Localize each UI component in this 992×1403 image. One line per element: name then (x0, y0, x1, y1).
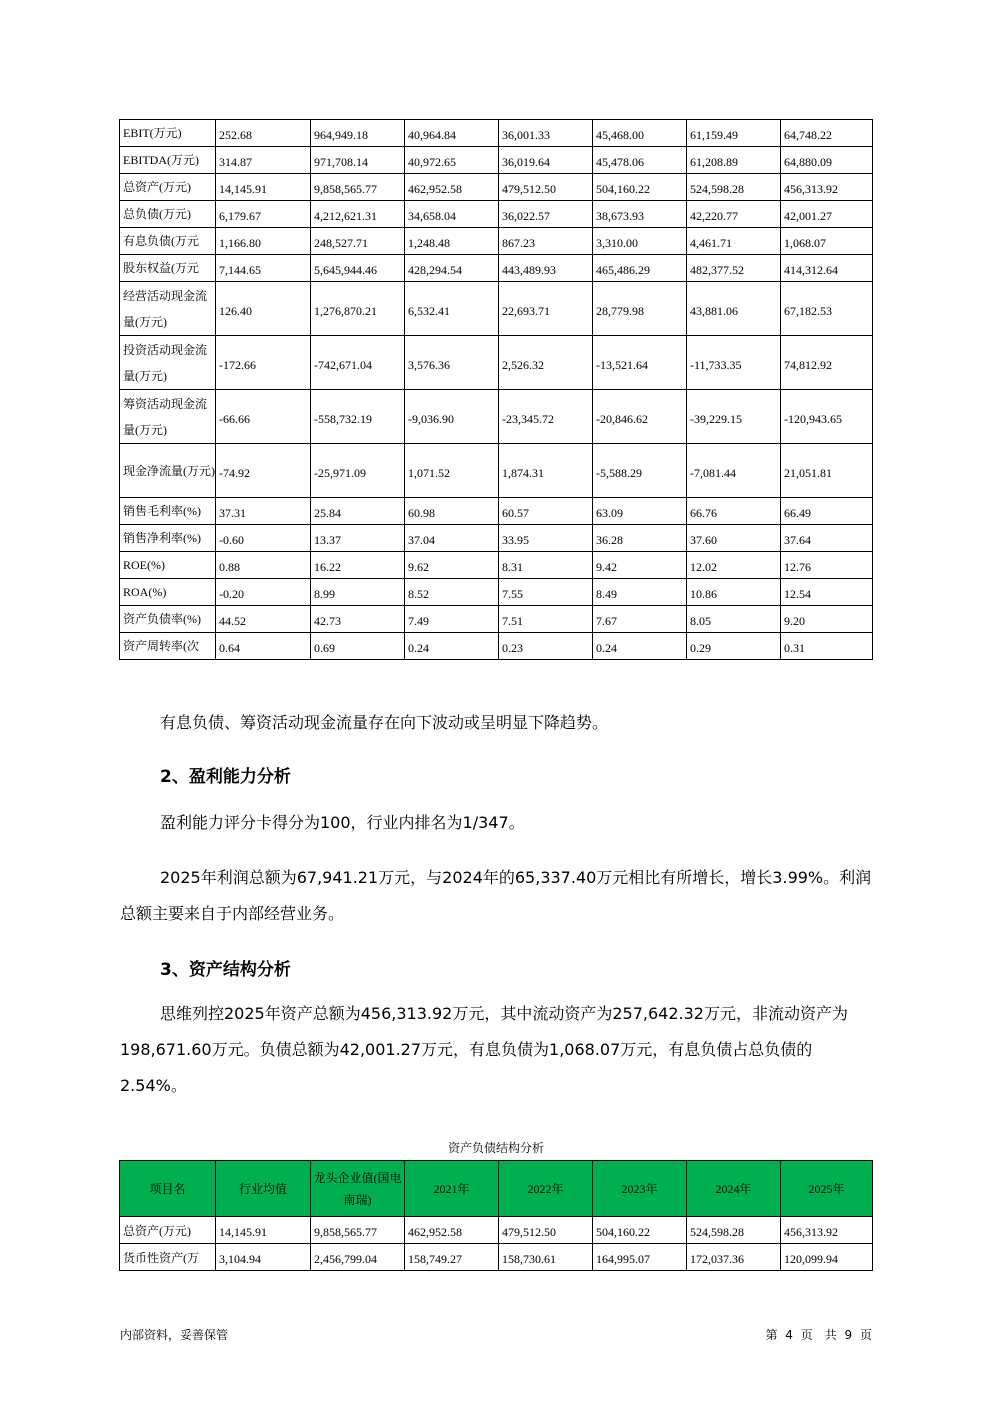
row-label: 销售毛利率(%) (120, 498, 216, 525)
table-cell: 9.62 (405, 552, 499, 579)
table-cell: 14,145.91 (216, 174, 311, 201)
row-label: 有息负债(万元 (120, 228, 216, 255)
column-header: 行业均值 (216, 1161, 311, 1217)
row-label: 股东权益(万元 (120, 255, 216, 282)
row-label: 总资产(万元) (120, 1217, 216, 1244)
table-cell: 1,276,870.21 (311, 282, 405, 336)
profitability-score-paragraph: 盈利能力评分卡得分为100，行业内排名为1/347。 (160, 813, 525, 832)
table-cell: 42,001.27 (781, 201, 873, 228)
table-cell: 66.76 (687, 498, 781, 525)
table-cell: 0.31 (781, 633, 873, 660)
table-cell: 36,022.57 (499, 201, 593, 228)
table-cell: 462,952.58 (405, 174, 499, 201)
table-cell: 37.04 (405, 525, 499, 552)
table-cell: 9.42 (593, 552, 687, 579)
table-cell: 1,068.07 (781, 228, 873, 255)
table-cell: -9,036.90 (405, 390, 499, 444)
table-cell: 1,166.80 (216, 228, 311, 255)
table-cell: 120,099.94 (781, 1244, 873, 1271)
table-cell: -23,345.72 (499, 390, 593, 444)
table-cell: 61,208.89 (687, 147, 781, 174)
table-cell: 25.84 (311, 498, 405, 525)
table-cell: 3,104.94 (216, 1244, 311, 1271)
table-cell: 33.95 (499, 525, 593, 552)
table-cell: 504,160.22 (593, 174, 687, 201)
table-cell: 13.37 (311, 525, 405, 552)
table-cell: 6,179.67 (216, 201, 311, 228)
table-cell: 37.31 (216, 498, 311, 525)
table-cell: 4,212,621.31 (311, 201, 405, 228)
table-cell: 0.24 (405, 633, 499, 660)
table-cell: 9,858,565.77 (311, 174, 405, 201)
financial-metrics-table (119, 119, 873, 660)
table-cell: 37.60 (687, 525, 781, 552)
table-cell: 42.73 (311, 606, 405, 633)
table-cell: -13,521.64 (593, 336, 687, 390)
table-row (120, 228, 873, 255)
table-cell: 60.57 (499, 498, 593, 525)
table-cell: 45,478.06 (593, 147, 687, 174)
table-cell: 7.55 (499, 579, 593, 606)
table-cell: 314.87 (216, 147, 311, 174)
table-row (120, 174, 873, 201)
table-cell: -742,671.04 (311, 336, 405, 390)
table-cell: 8.49 (593, 579, 687, 606)
table-cell: 0.29 (687, 633, 781, 660)
table-cell: 456,313.92 (781, 174, 873, 201)
table-cell: 964,949.18 (311, 120, 405, 147)
table-row (120, 120, 873, 147)
table-cell: 12.02 (687, 552, 781, 579)
table-cell: 158,730.61 (499, 1244, 593, 1271)
row-label: EBIT(万元) (120, 120, 216, 147)
table-cell: -120,943.65 (781, 390, 873, 444)
table-cell: 64,748.22 (781, 120, 873, 147)
profit-total-paragraph: 2025年利润总额为67,941.21万元，与2024年的65,337.40万元相比有所增长，增长3.99%。利润总额主要来自于内部经营业务。 (120, 868, 872, 923)
table-cell: -558,732.19 (311, 390, 405, 444)
table-row (120, 1217, 873, 1244)
table-cell: 7,144.65 (216, 255, 311, 282)
table-cell: 67,182.53 (781, 282, 873, 336)
column-header: 龙头企业值(国电南瑞) (311, 1161, 405, 1217)
table-cell: 36,001.33 (499, 120, 593, 147)
table-row (120, 1244, 873, 1271)
table-cell: 0.23 (499, 633, 593, 660)
table-cell: -39,229.15 (687, 390, 781, 444)
table-cell: 9,858,565.77 (311, 1217, 405, 1244)
table-cell: 248,527.71 (311, 228, 405, 255)
column-header: 2023年 (593, 1161, 687, 1217)
section-heading-asset-structure: 3、资产结构分析 (160, 960, 291, 980)
column-header: 2024年 (687, 1161, 781, 1217)
footer-page-number: 第 4 页 共 9 页 (765, 1328, 872, 1342)
table-cell: 867.23 (499, 228, 593, 255)
table-row (120, 606, 873, 633)
table-cell: 40,964.84 (405, 120, 499, 147)
table-cell: -74.92 (216, 444, 311, 498)
table-cell: 164,995.07 (593, 1244, 687, 1271)
table-cell: 7.51 (499, 606, 593, 633)
table-cell: 456,313.92 (781, 1217, 873, 1244)
table-cell: 36,019.64 (499, 147, 593, 174)
table-cell: 172,037.36 (687, 1244, 781, 1271)
table-row (120, 336, 873, 390)
table-row (120, 390, 873, 444)
table-cell: 43,881.06 (687, 282, 781, 336)
table-row (120, 552, 873, 579)
debt-trend-paragraph: 有息负债、筹资活动现金流量存在向下波动或呈明显下降趋势。 (160, 713, 609, 732)
table-cell: -172.66 (216, 336, 311, 390)
table-cell: 21,051.81 (781, 444, 873, 498)
table-cell: 63.09 (593, 498, 687, 525)
table-cell: 42,220.77 (687, 201, 781, 228)
asset-liability-structure-table (119, 1160, 873, 1271)
table-row (120, 498, 873, 525)
table-cell: 36.28 (593, 525, 687, 552)
table-row (120, 147, 873, 174)
table-cell: 524,598.28 (687, 1217, 781, 1244)
table-row (120, 579, 873, 606)
table-cell: 0.88 (216, 552, 311, 579)
table-cell: 10.86 (687, 579, 781, 606)
table-cell: 8.05 (687, 606, 781, 633)
table-cell: 524,598.28 (687, 174, 781, 201)
table-cell: 479,512.50 (499, 174, 593, 201)
table-cell: 64,880.09 (781, 147, 873, 174)
row-label: 现金净流量(万元) (120, 444, 216, 498)
row-label: 经营活动现金流量(万元) (120, 282, 216, 336)
table-cell: -5,588.29 (593, 444, 687, 498)
table-cell: 0.69 (311, 633, 405, 660)
table-cell: 8.99 (311, 579, 405, 606)
table-cell: 7.49 (405, 606, 499, 633)
row-label: EBITDA(万元) (120, 147, 216, 174)
table-cell: 158,749.27 (405, 1244, 499, 1271)
table-cell: 3,310.00 (593, 228, 687, 255)
table-cell: 45,468.00 (593, 120, 687, 147)
table-cell: 462,952.58 (405, 1217, 499, 1244)
row-label: 货币性资产(万 (120, 1244, 216, 1271)
column-header: 2022年 (499, 1161, 593, 1217)
table-cell: 482,377.52 (687, 255, 781, 282)
table-cell: 2,526.32 (499, 336, 593, 390)
section-heading-profitability: 2、盈利能力分析 (160, 767, 291, 787)
table-cell: 5,645,944.46 (311, 255, 405, 282)
table-row (120, 633, 873, 660)
table-cell: 465,486.29 (593, 255, 687, 282)
table-cell: 1,071.52 (405, 444, 499, 498)
table-row (120, 201, 873, 228)
row-label: 总资产(万元) (120, 174, 216, 201)
table-cell: 61,159.49 (687, 120, 781, 147)
table-cell: 4,461.71 (687, 228, 781, 255)
table-cell: 60.98 (405, 498, 499, 525)
table-cell: 1,874.31 (499, 444, 593, 498)
table-cell: 3,576.36 (405, 336, 499, 390)
row-label: 资产周转率(次 (120, 633, 216, 660)
table-cell: 6,532.41 (405, 282, 499, 336)
table-cell: -0.60 (216, 525, 311, 552)
table-cell: 66.49 (781, 498, 873, 525)
table-cell: 74,812.92 (781, 336, 873, 390)
column-header: 2021年 (405, 1161, 499, 1217)
row-label: ROA(%) (120, 579, 216, 606)
table-cell: 12.76 (781, 552, 873, 579)
table-cell: 8.52 (405, 579, 499, 606)
table-cell: 252.68 (216, 120, 311, 147)
table-cell: 1,248.48 (405, 228, 499, 255)
table-cell: -20,846.62 (593, 390, 687, 444)
table-cell: 0.64 (216, 633, 311, 660)
table-cell: 7.67 (593, 606, 687, 633)
row-label: 资产负债率(%) (120, 606, 216, 633)
table-cell: -66.66 (216, 390, 311, 444)
table-row (120, 525, 873, 552)
table-cell: 28,779.98 (593, 282, 687, 336)
table-cell: 504,160.22 (593, 1217, 687, 1244)
table-cell: 16.22 (311, 552, 405, 579)
table-cell: 40,972.65 (405, 147, 499, 174)
table-cell: -25,971.09 (311, 444, 405, 498)
table-cell: 428,294.54 (405, 255, 499, 282)
asset-structure-paragraph: 思维列控2025年资产总额为456,313.92万元，其中流动资产为257,642.32万元，非流动资产为198,671.60万元。负债总额为42,001.27万元，有息负债为1,068.07万元，有息负债占总负债的2.54%。 (120, 1004, 848, 1095)
table-row (120, 255, 873, 282)
table-cell: -7,081.44 (687, 444, 781, 498)
row-label: 投资活动现金流量(万元) (120, 336, 216, 390)
table-cell: -11,733.35 (687, 336, 781, 390)
table-cell: 971,708.14 (311, 147, 405, 174)
table-cell: 22,693.71 (499, 282, 593, 336)
column-header: 项目名 (120, 1161, 216, 1217)
table-cell: 479,512.50 (499, 1217, 593, 1244)
table-row (120, 282, 873, 336)
table-caption: 资产负债结构分析 (447, 1141, 544, 1155)
column-header: 2025年 (781, 1161, 873, 1217)
table-cell: 9.20 (781, 606, 873, 633)
row-label: ROE(%) (120, 552, 216, 579)
row-label: 销售净利率(%) (120, 525, 216, 552)
table-cell: 37.64 (781, 525, 873, 552)
table-cell: 14,145.91 (216, 1217, 311, 1244)
table-cell: 44.52 (216, 606, 311, 633)
table-cell: 2,456,799.04 (311, 1244, 405, 1271)
row-label: 总负债(万元) (120, 201, 216, 228)
table-cell: 8.31 (499, 552, 593, 579)
table-cell: 443,489.93 (499, 255, 593, 282)
table-cell: -0.20 (216, 579, 311, 606)
table-cell: 414,312.64 (781, 255, 873, 282)
table-cell: 126.40 (216, 282, 311, 336)
table-cell: 0.24 (593, 633, 687, 660)
footer-confidential-note: 内部资料，妥善保管 (120, 1328, 229, 1342)
row-label: 筹资活动现金流量(万元) (120, 390, 216, 444)
table-cell: 38,673.93 (593, 201, 687, 228)
table-cell: 34,658.04 (405, 201, 499, 228)
table-row (120, 444, 873, 498)
table-cell: 12.54 (781, 579, 873, 606)
